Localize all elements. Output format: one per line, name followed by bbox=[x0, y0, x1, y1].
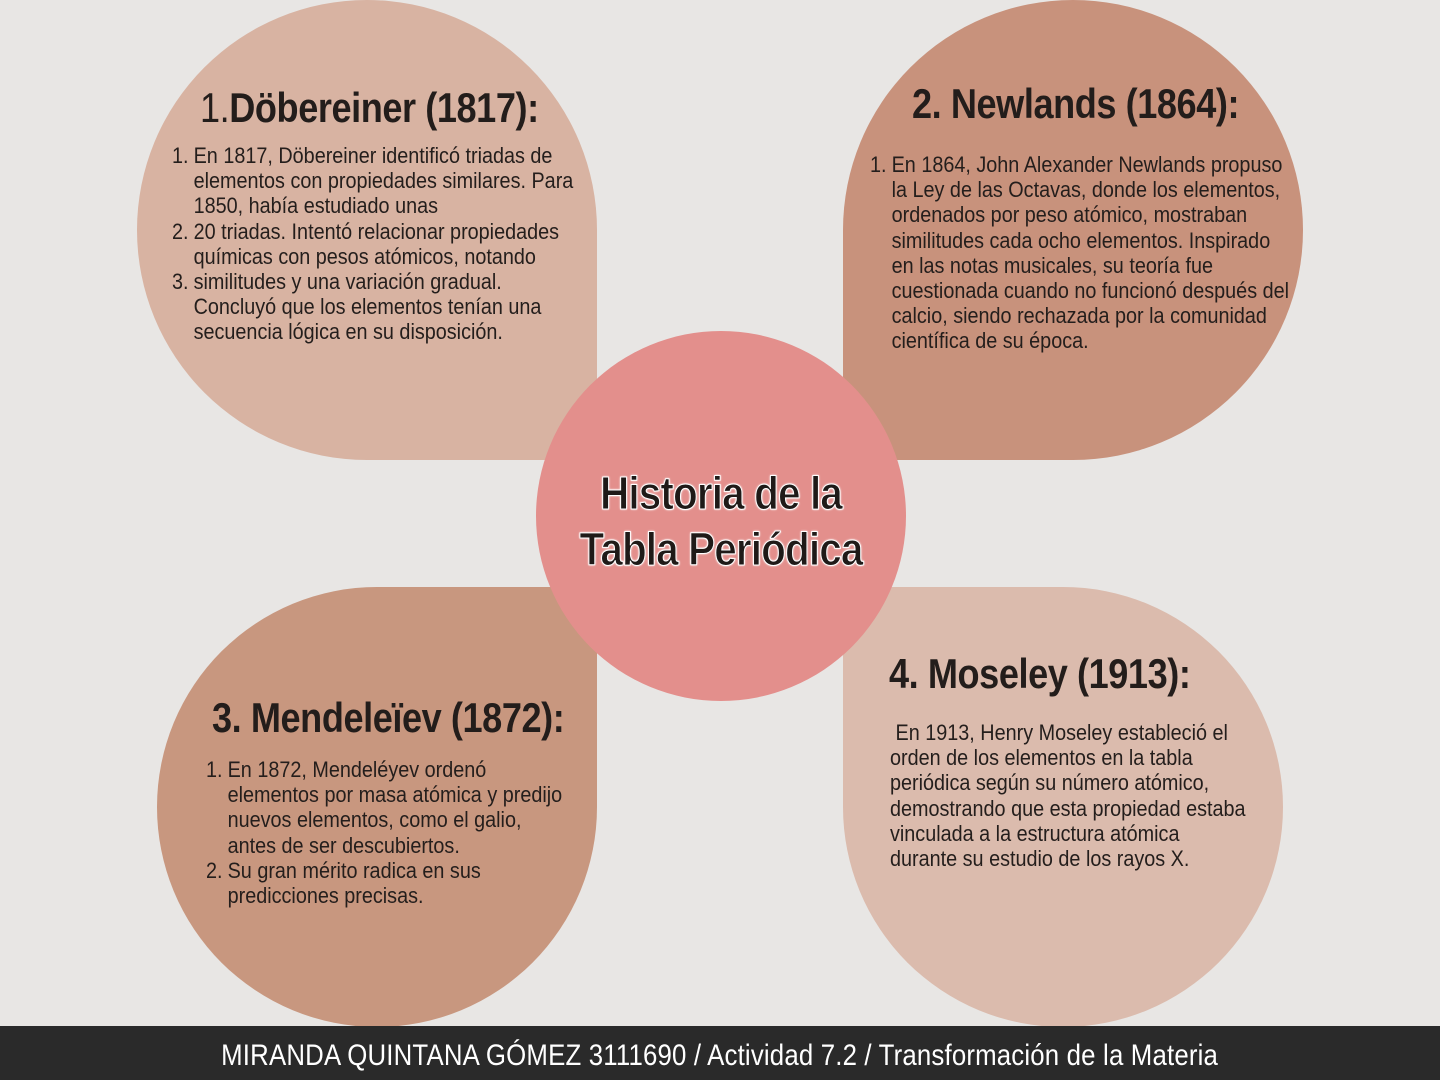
list-item bbox=[206, 757, 570, 858]
footer-text: MIRANDA QUINTANA GÓMEZ 3111690 / Actividad 7.2 / Transformación de la Materia bbox=[221, 1039, 1219, 1072]
heading-number: 1. bbox=[200, 84, 230, 131]
list-mendeleev bbox=[206, 757, 570, 908]
paragraph-moseley: En 1913, Henry Moseley estableció el orden de los elementos en la tabla periódica según su número atómico, demostrando que esta propiedad estaba vinculada a la estructura atómica durante su estudio de los rayos X. bbox=[890, 720, 1252, 872]
text-newlands bbox=[870, 152, 1291, 354]
title-line-2: Tabla Periódica bbox=[579, 523, 863, 575]
list-item bbox=[172, 269, 590, 345]
list-number: 1. bbox=[870, 152, 887, 177]
list-item bbox=[172, 219, 590, 269]
list-item bbox=[206, 858, 570, 908]
text-dobereiner bbox=[172, 143, 590, 345]
list-text: En 1872, Mendeléyev ordenó elementos por masa atómica y predijo nuevos elementos, como el galio, antes de ser descubiertos. bbox=[227, 757, 563, 858]
heading-newlands: 2. Newlands (1864): bbox=[912, 80, 1240, 127]
list-number: 3. bbox=[172, 269, 189, 295]
list-number: 1. bbox=[206, 757, 223, 782]
list-item bbox=[870, 152, 1291, 354]
list-text: En 1864, John Alexander Newlands propuso la Ley de las Octavas, donde los elementos, ordenados por peso atómico, mostraban similitudes cada ocho elementos. Inspirado en las notas musicales, su teoría fue cuestionada cuando no funcionó después del calcio, siendo rechazada por la comunidad científica de su época. bbox=[891, 152, 1290, 354]
heading-dobereiner bbox=[200, 84, 539, 132]
list-text: similitudes y una variación gradual. Concluyó que los elementos tenían una secuencia lógica en su disposición. bbox=[193, 269, 542, 345]
footer-bar bbox=[0, 1026, 1440, 1080]
heading-mendeleev: 3. Mendeleïev (1872): bbox=[212, 694, 565, 741]
heading-moseley: 4. Moseley (1913): bbox=[889, 650, 1191, 697]
list-text: Su gran mérito radica en sus predicciones precisas. bbox=[227, 857, 481, 909]
list-text: 20 triadas. Intentó relacionar propiedades químicas con pesos atómicos, notando bbox=[193, 218, 560, 269]
list-text: En 1817, Döbereiner identificó triadas de elementos con propiedades similares. Para 1850, había estudiado unas bbox=[193, 143, 574, 219]
list-dobereiner bbox=[172, 143, 590, 345]
list-number: 2. bbox=[172, 218, 189, 244]
list-newlands bbox=[870, 152, 1291, 354]
page-title bbox=[563, 465, 880, 577]
title-line-1: Historia de la bbox=[600, 467, 842, 519]
list-item bbox=[172, 143, 590, 219]
heading-text: Döbereiner (1817): bbox=[229, 84, 539, 131]
text-mendeleev bbox=[206, 757, 570, 908]
list-number: 2. bbox=[206, 857, 223, 883]
list-number: 1. bbox=[172, 143, 189, 168]
center-circle bbox=[536, 331, 906, 701]
text-moseley bbox=[890, 720, 1250, 871]
